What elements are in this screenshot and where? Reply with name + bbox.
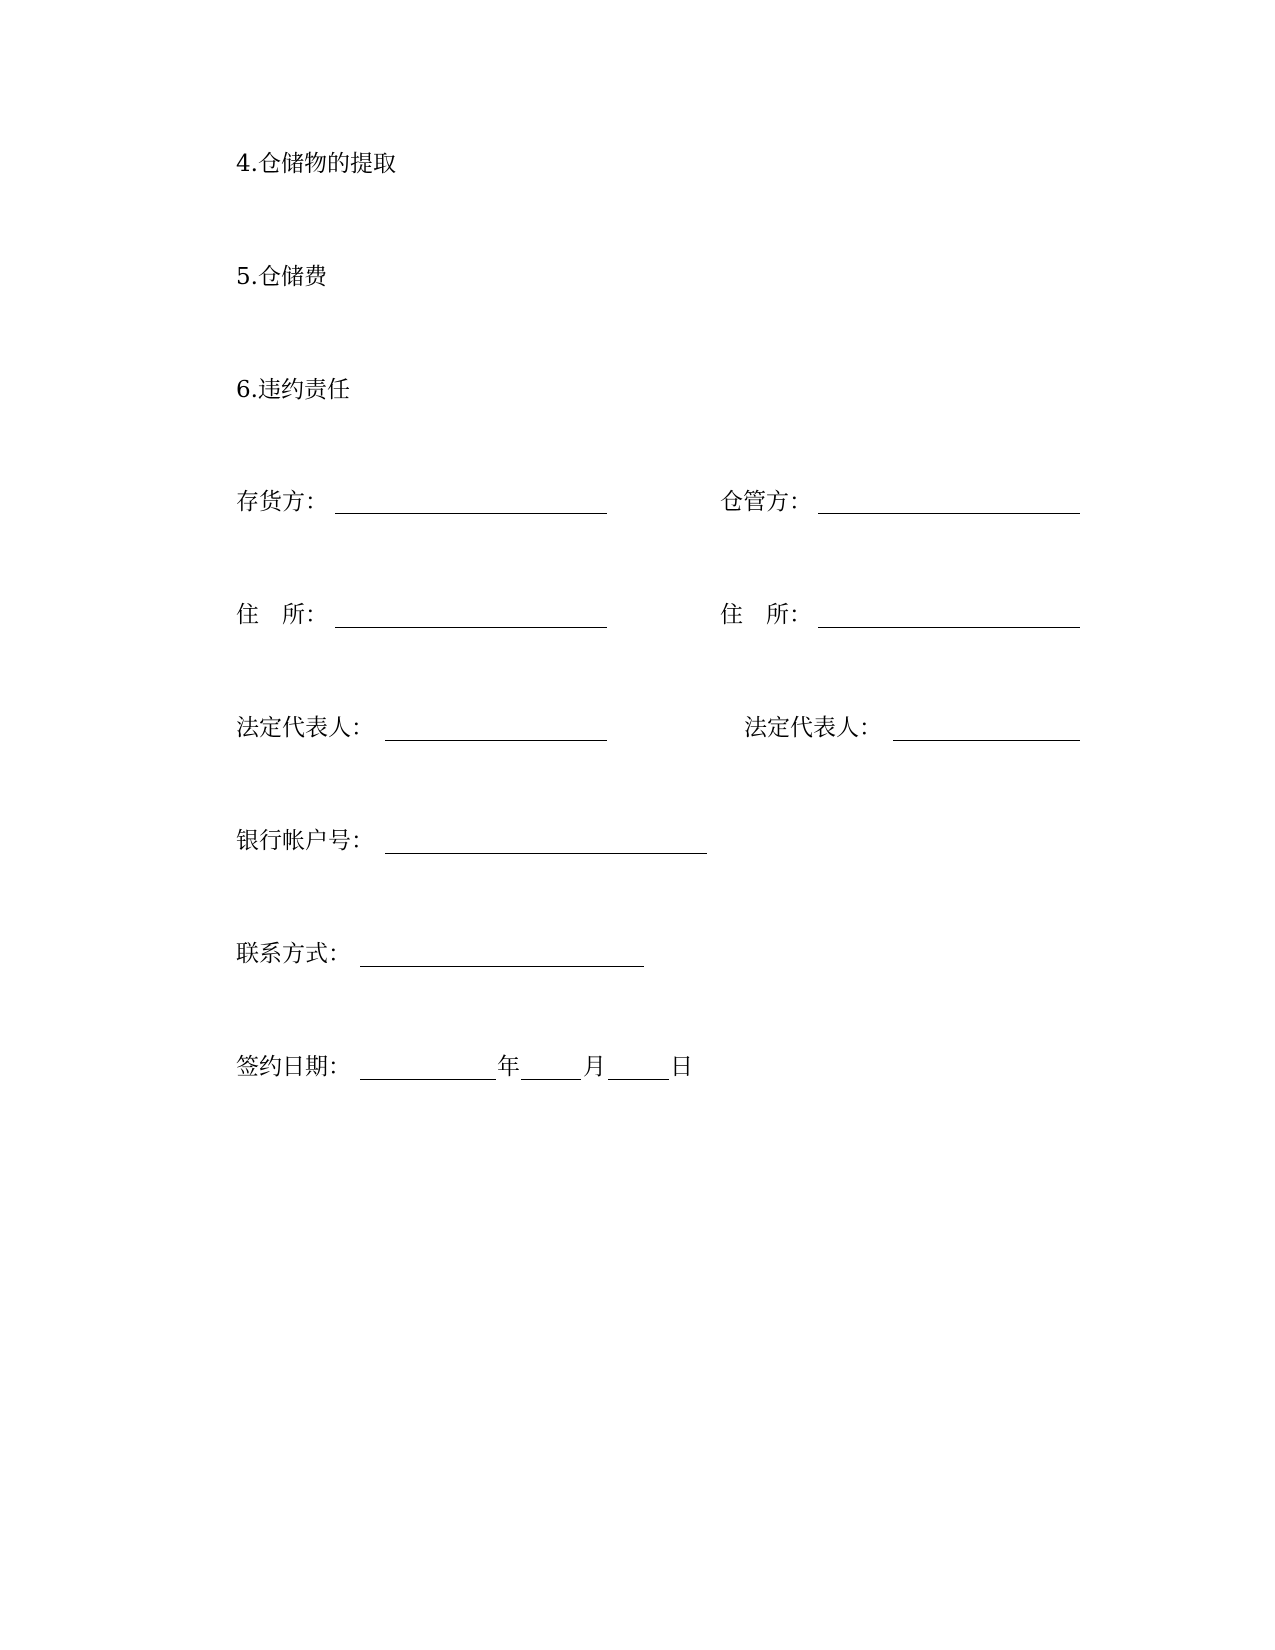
section-heading-liability: 6.违约责任 (236, 377, 350, 403)
sign-date-day-blank-line[interactable] (608, 1079, 669, 1080)
address-left-label: 住 所： (236, 602, 328, 628)
bank-account-blank-line[interactable] (385, 853, 707, 854)
address-right-blank-line[interactable] (818, 627, 1080, 628)
contact-blank-line[interactable] (360, 966, 644, 967)
legal-rep-left-label: 法定代表人： (236, 715, 374, 741)
legal-rep-right-blank-line[interactable] (893, 740, 1080, 741)
sign-date-year-blank-line[interactable] (360, 1079, 496, 1080)
warehouse-label: 仓管方： (720, 489, 812, 515)
sign-date-month-blank-line[interactable] (521, 1079, 581, 1080)
contact-label: 联系方式： (236, 941, 351, 967)
sign-date-label: 签约日期： (236, 1054, 351, 1080)
depositor-label: 存货方： (236, 489, 328, 515)
address-left-blank-line[interactable] (335, 627, 607, 628)
sign-date-month-label: 月 (583, 1054, 606, 1080)
section-heading-storage-fee: 5.仓储费 (236, 264, 327, 290)
bank-account-label: 银行帐户号： (236, 828, 374, 854)
legal-rep-left-blank-line[interactable] (385, 740, 607, 741)
sign-date-day-label: 日 (670, 1054, 693, 1080)
warehouse-blank-line[interactable] (818, 513, 1080, 514)
depositor-blank-line[interactable] (335, 513, 607, 514)
sign-date-year-label: 年 (497, 1054, 520, 1080)
legal-rep-right-label: 法定代表人： (744, 715, 882, 741)
address-right-label: 住 所： (720, 602, 812, 628)
section-heading-withdrawal: 4.仓储物的提取 (236, 151, 396, 177)
